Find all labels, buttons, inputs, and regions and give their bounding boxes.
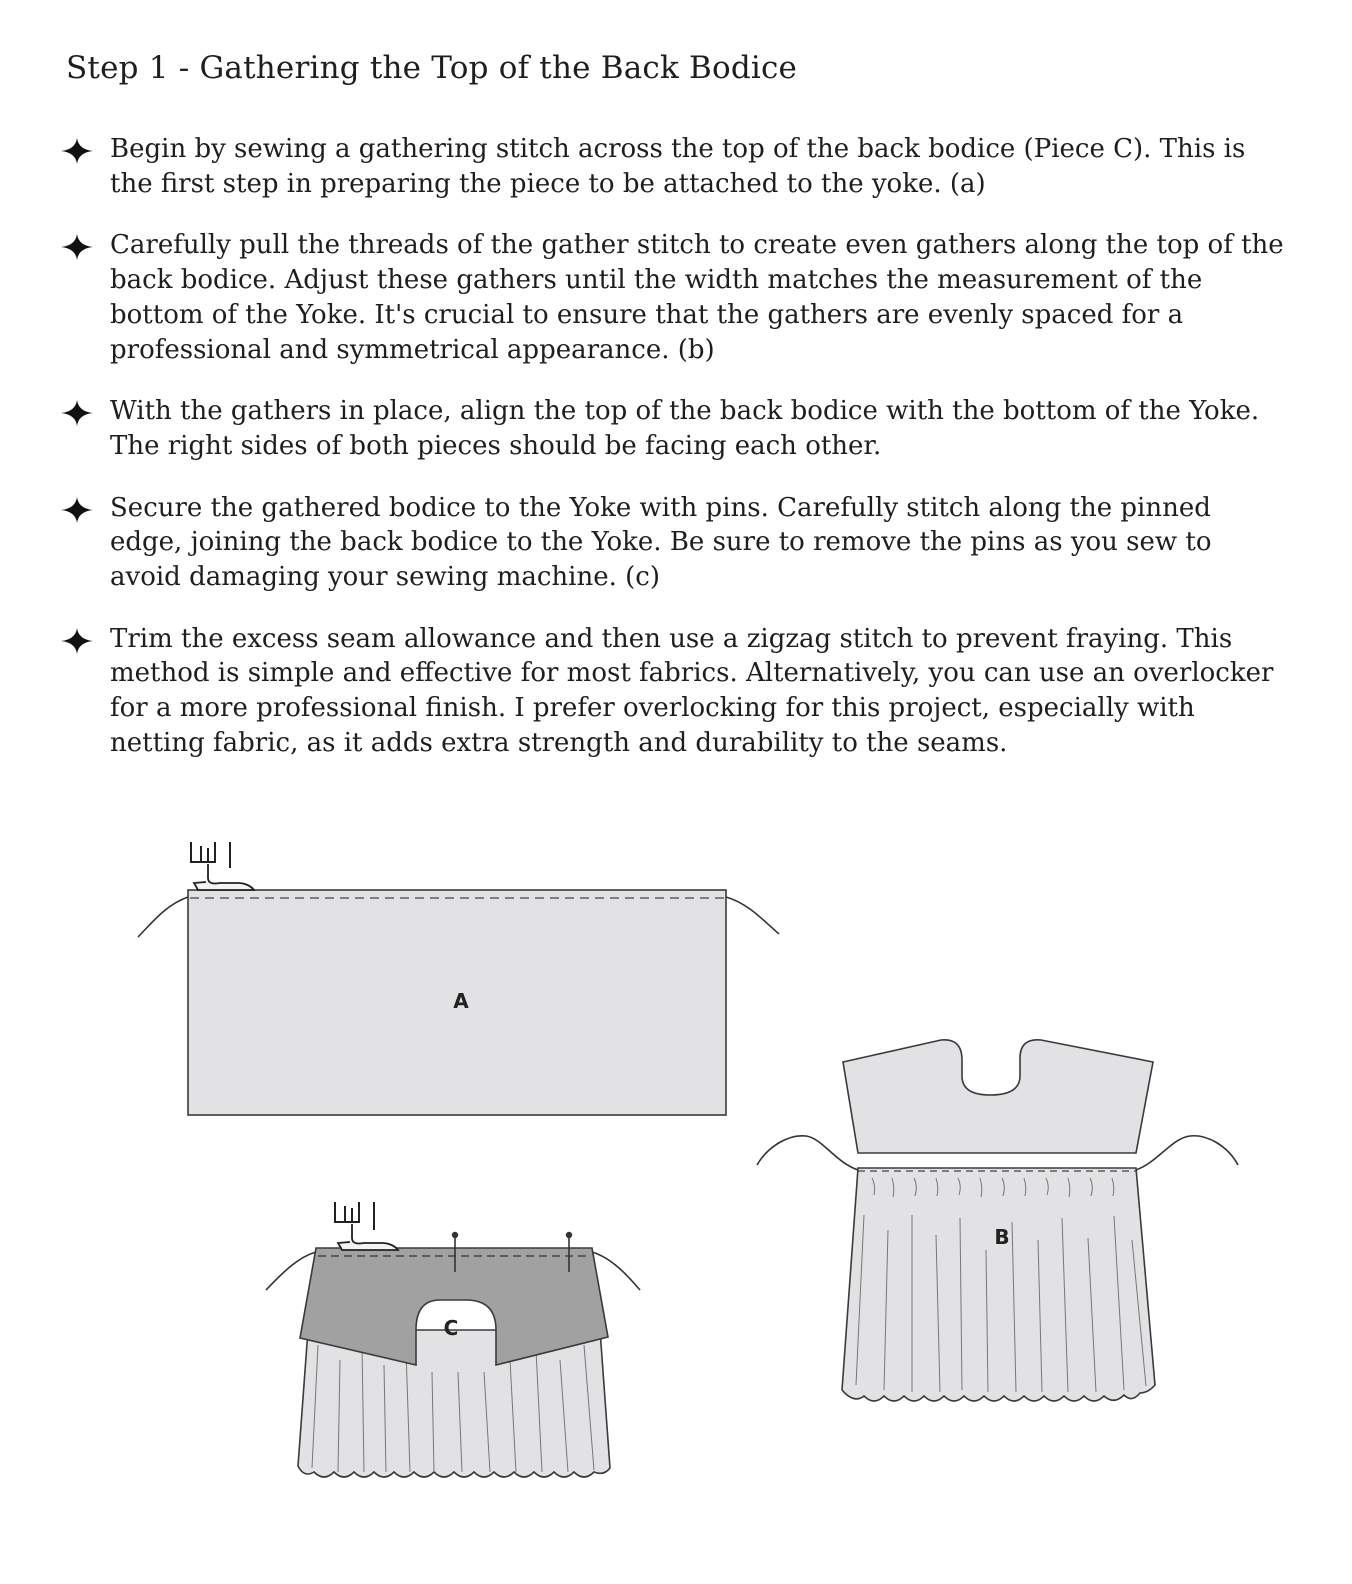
figure-b-illustration xyxy=(757,1040,1238,1401)
figure-c-illustration xyxy=(266,1202,640,1477)
page-title: Step 1 - Gathering the Top of the Back Bodice xyxy=(66,50,798,86)
presser-foot-icon xyxy=(191,842,254,890)
step-text: Trim the excess seam allowance and then use a zigzag stitch to prevent fraying. This method is simple and effective for most fabrics. Alternatively, you can use an overlocker for a more professional finish. I prefer overlocking for this project, especially with netting fabric, as it adds extra strength and durability to the seams. xyxy=(110,623,1274,758)
step-text: Begin by sewing a gathering stitch across the top of the back bodice (Piece C). This is the first step in preparing the piece to be attached to the yoke. (a) xyxy=(110,134,1246,199)
step-text: Carefully pull the threads of the gather stitch to create even gathers along the top of the back bodice. Adjust these gathers until the width matches the measurement of the bottom of the Yoke. It's crucial to ensure that the gathers are evenly spaced for a professional and symmetrical appearance. (b) xyxy=(110,230,1284,365)
figure-a-illustration xyxy=(138,842,779,1115)
step-text: With the gathers in place, align the top of the back bodice with the bottom of the Yoke. The right sides of both pieces should be facing each other. xyxy=(110,396,1260,461)
figure-b-label: B xyxy=(994,1225,1010,1249)
step-text: Secure the gathered bodice to the Yoke with pins. Carefully stitch along the pinned edge, joining the back bodice to the Yoke. Be sure to remove the pins as you sew to avoid damaging your sewing machine. (c) xyxy=(110,492,1212,593)
presser-foot-icon xyxy=(335,1202,398,1250)
figure-c-label: C xyxy=(443,1316,459,1340)
figure-a-label: A xyxy=(453,989,469,1013)
